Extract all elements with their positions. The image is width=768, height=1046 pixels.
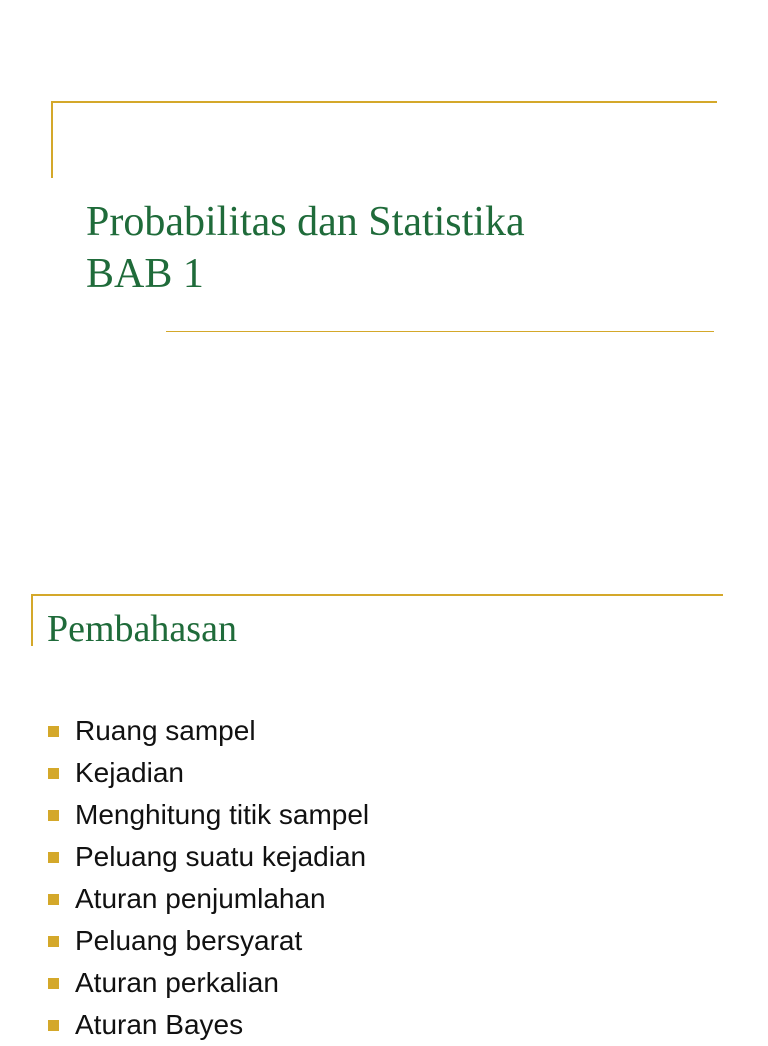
left-rule	[51, 101, 53, 178]
topic-list	[48, 710, 369, 1046]
list-item-label: Peluang suatu kejadian	[75, 841, 367, 872]
title-line-2: BAB 1	[86, 251, 204, 297]
list-item-label: Aturan Bayes	[75, 1009, 244, 1040]
square-bullet-icon	[48, 768, 59, 779]
slide-heading: Pembahasan	[47, 608, 237, 650]
list-item	[48, 836, 369, 878]
list-item-label: Aturan penjumlahan	[75, 883, 326, 914]
topics-slide	[0, 540, 768, 1040]
square-bullet-icon	[48, 726, 59, 737]
title-underline-rule	[166, 331, 714, 332]
list-item	[48, 878, 369, 920]
list-item-label: Menghitung titik sampel	[75, 799, 370, 830]
square-bullet-icon	[48, 852, 59, 863]
title-line-1: Probabilitas dan Statistika	[86, 199, 525, 245]
top-rule	[51, 101, 717, 103]
list-item-label: Peluang bersyarat	[75, 925, 303, 956]
list-item	[48, 710, 369, 752]
slide-title	[86, 196, 525, 300]
square-bullet-icon	[48, 894, 59, 905]
list-item	[48, 962, 369, 1004]
list-item	[48, 752, 369, 794]
top-rule	[31, 594, 723, 596]
square-bullet-icon	[48, 1020, 59, 1031]
list-item-label: Kejadian	[75, 757, 184, 788]
square-bullet-icon	[48, 936, 59, 947]
list-item-label: Aturan perkalian	[75, 967, 279, 998]
left-rule	[31, 594, 33, 646]
list-item-label: Ruang sampel	[75, 715, 256, 746]
square-bullet-icon	[48, 978, 59, 989]
square-bullet-icon	[48, 810, 59, 821]
list-item	[48, 920, 369, 962]
list-item	[48, 794, 369, 836]
list-item	[48, 1004, 369, 1046]
